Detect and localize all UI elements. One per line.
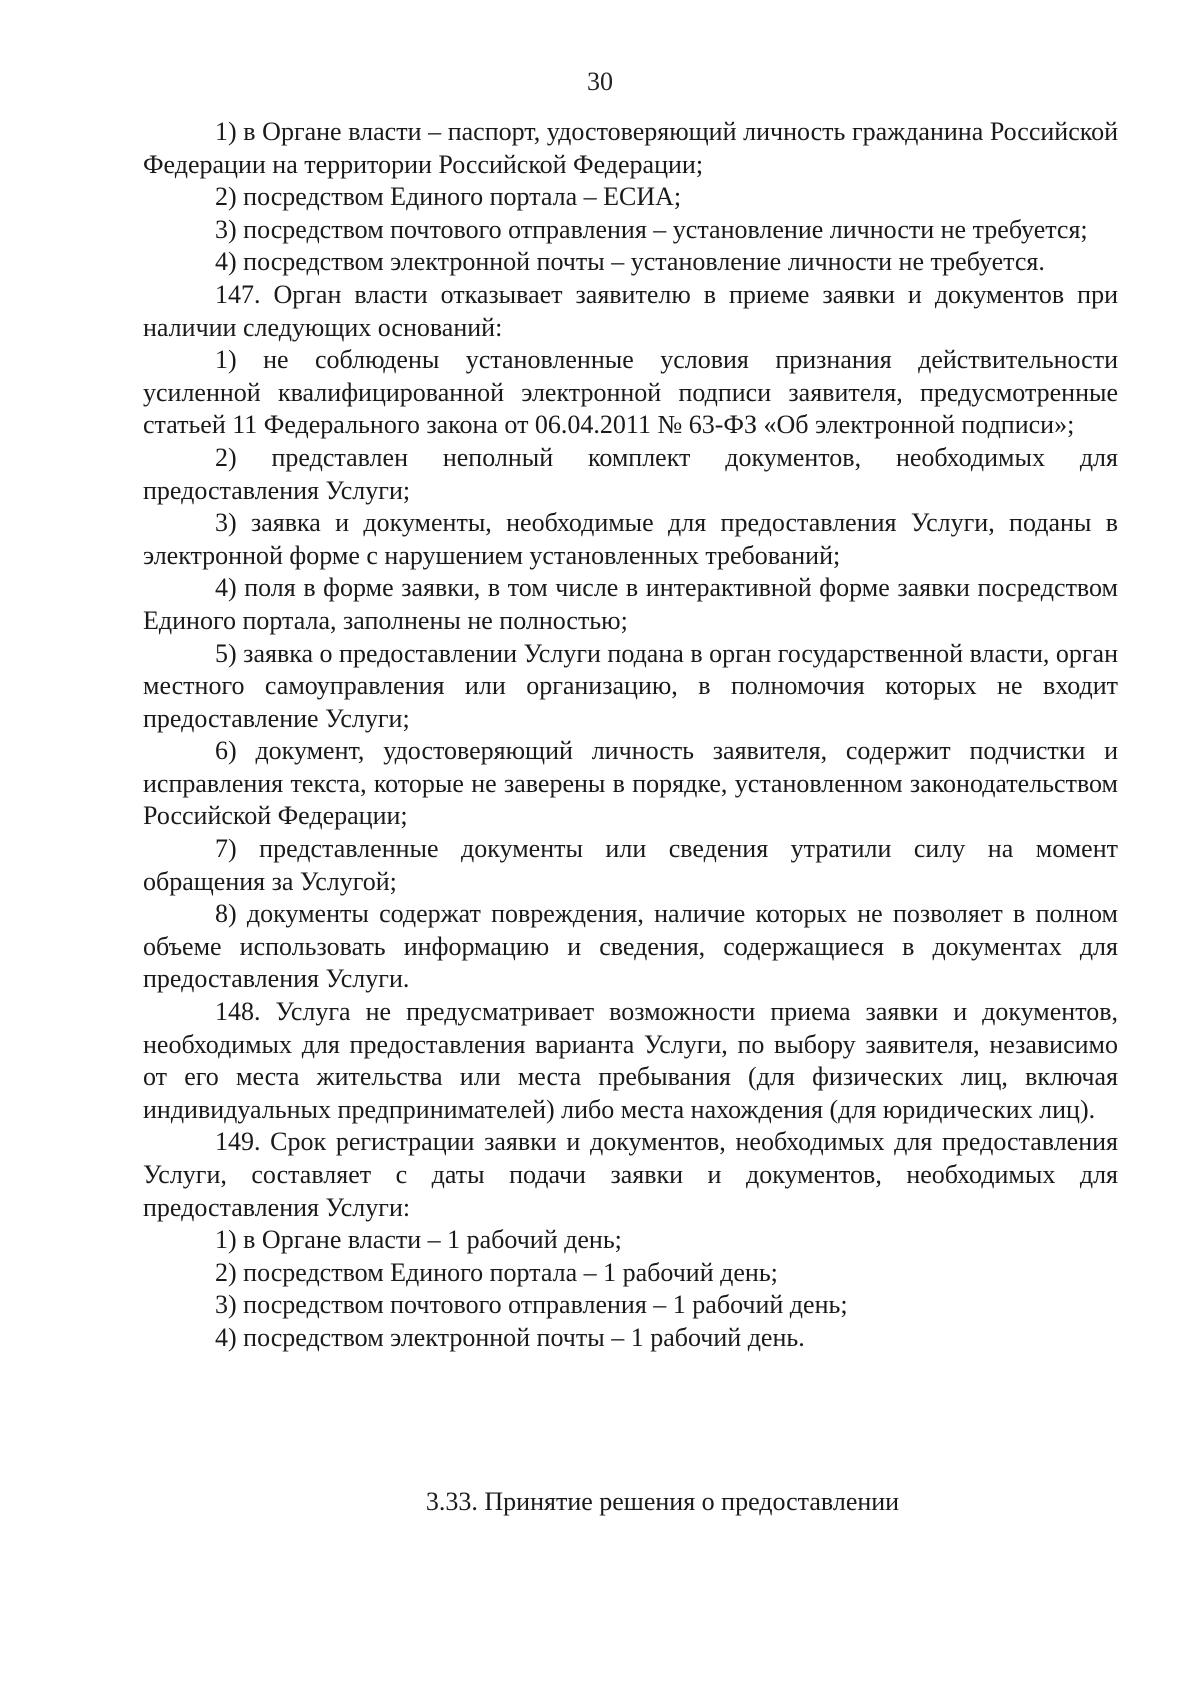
- paragraph-149-item-4: 4) посредством электронной почты – 1 рабочий день.: [215, 1322, 805, 1352]
- paragraph-147-item-4: 4) поля в форме заявки, в том числе в интерактивной форме заявки посредством Единого портала, заполнены не полностью;: [143, 573, 1118, 635]
- paragraph-149-item-2: 2) посредством Единого портала – 1 рабочий день;: [215, 1257, 778, 1287]
- page-number: 30: [587, 67, 613, 96]
- paragraph-147-item-3: 3) заявка и документы, необходимые для предоставления Услуги, поданы в электронной форме с нарушением установленных требований;: [143, 508, 1118, 570]
- paragraph-item-2-esia: 2) посредством Единого портала – ЕСИА;: [215, 182, 682, 212]
- paragraph-147-item-1: 1) не соблюдены установленные условия признания действительности усиленной квалифицированной электронной подписи заявителя, предусмотренные статьей 11 Федерального закона от 06.04.2011 № 63-ФЗ «Об электронной подписи»;: [143, 345, 1118, 440]
- paragraph-147-item-5: 5) заявка о предоставлении Услуги подана в орган государственной власти, орган местного самоуправления или организацию, в полномочия которых не входит предоставление Услуги;: [143, 638, 1118, 733]
- section-heading: 3.33. Принятие решения о предоставлении: [425, 1487, 900, 1516]
- paragraph-147: 147. Орган власти отказывает заявителю в приеме заявки и документов при наличии следующих оснований:: [143, 279, 1118, 342]
- paragraph-147-item-7: 7) представленные документы или сведения утратили силу на момент обращения за Услугой;: [143, 834, 1118, 896]
- paragraph-148: 148. Услуга не предусматривает возможности приема заявки и документов, необходимых для предоставления варианта Услуги, по выбору заявителя, независимо от его места жительства или места пребывания (для физических лиц, включая индивидуальных предпринимателей) либо места нахождения (для юридических лиц).: [143, 997, 1118, 1124]
- paragraph-item-3-mail: 3) посредством почтового отправления – установление личности не требуется;: [215, 214, 1088, 244]
- paragraph-149-item-3: 3) посредством почтового отправления – 1 рабочий день;: [215, 1290, 848, 1320]
- paragraph-item-4-email: 4) посредством электронной почты – установление личности не требуется.: [215, 247, 1045, 277]
- paragraph-147-item-6: 6) документ, удостоверяющий личность заявителя, содержит подчистки и исправления текста, которые не заверены в порядке, установленном законодательством Российской Федерации;: [143, 736, 1118, 831]
- paragraph-147-item-2: 2) представлен неполный комплект документов, необходимых для предоставления Услуги;: [143, 442, 1118, 505]
- paragraph-149-item-1: 1) в Органе власти – 1 рабочий день;: [215, 1225, 622, 1255]
- paragraph-item-1-passport: 1) в Органе власти – паспорт, удостоверяющий личность гражданина Российской Федерации на территории Российской Федерации;: [143, 117, 1118, 179]
- paragraph-149: 149. Срок регистрации заявки и документов, необходимых для предоставления Услуги, составляет с даты подачи заявки и документов, необходимых для предоставления Услуги:: [143, 1127, 1118, 1222]
- document-body: [143, 116, 1118, 1355]
- paragraph-147-item-8: 8) документы содержат повреждения, наличие которых не позволяет в полном объеме использовать информацию и сведения, содержащиеся в документах для предоставления Услуги.: [143, 899, 1118, 994]
